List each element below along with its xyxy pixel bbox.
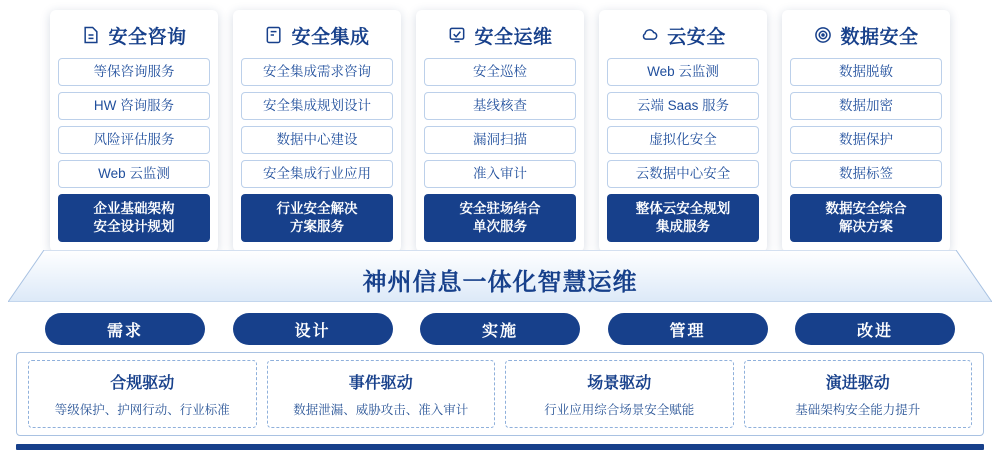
list-item[interactable]: 准入审计 bbox=[424, 160, 576, 188]
column-footer-line1: 企业基础架构 bbox=[93, 201, 175, 216]
driver-scenario bbox=[505, 360, 734, 428]
driver-title: 合规驱动 bbox=[110, 375, 175, 392]
driver-subtitle: 数据泄漏、威胁攻击、准入审计 bbox=[293, 403, 469, 417]
list-item[interactable]: 数据脱敏 bbox=[790, 58, 942, 86]
list-item[interactable]: 安全集成规划设计 bbox=[241, 92, 393, 120]
list-item[interactable]: 云端 Saas 服务 bbox=[607, 92, 759, 120]
driver-title: 场景驱动 bbox=[587, 375, 652, 392]
column-header bbox=[58, 18, 210, 52]
column-title: 数据安全 bbox=[840, 26, 919, 48]
column-header bbox=[241, 18, 393, 52]
driver-subtitle: 行业应用综合场景安全赋能 bbox=[544, 403, 695, 417]
column-footer bbox=[607, 194, 759, 242]
banner-label: 神州信息一体化智慧运维 bbox=[362, 269, 638, 296]
list-item[interactable]: 安全集成行业应用 bbox=[241, 160, 393, 188]
driver-title: 事件驱动 bbox=[348, 375, 413, 392]
column-title: 安全咨询 bbox=[108, 26, 187, 48]
list-item[interactable]: 风险评估服务 bbox=[58, 126, 210, 154]
list-item[interactable]: 云数据中心安全 bbox=[607, 160, 759, 188]
phase-requirement[interactable]: 需求 bbox=[45, 313, 205, 345]
column-footer bbox=[241, 194, 393, 242]
column-footer-line2: 集成服务 bbox=[656, 219, 710, 234]
column-footer-line1: 安全驻场结合 bbox=[459, 201, 541, 216]
phase-row bbox=[45, 313, 955, 345]
list-item[interactable]: 数据中心建设 bbox=[241, 126, 393, 154]
column-title: 安全运维 bbox=[474, 26, 553, 48]
phase-implementation[interactable]: 实施 bbox=[420, 313, 580, 345]
list-item[interactable]: 虚拟化安全 bbox=[607, 126, 759, 154]
list-item[interactable]: 数据保护 bbox=[790, 126, 942, 154]
driver-evolution bbox=[744, 360, 973, 428]
ops-monitor-icon bbox=[447, 25, 467, 45]
column-footer bbox=[424, 194, 576, 242]
column-security-integration bbox=[233, 10, 401, 252]
platform-banner bbox=[8, 250, 992, 302]
cloud-icon bbox=[640, 25, 660, 45]
column-data-security bbox=[782, 10, 950, 252]
column-footer bbox=[790, 194, 942, 242]
list-item[interactable]: 等保咨询服务 bbox=[58, 58, 210, 86]
column-footer-line1: 数据安全综合 bbox=[825, 201, 907, 216]
list-item[interactable]: 安全集成需求咨询 bbox=[241, 58, 393, 86]
base-bar bbox=[16, 444, 984, 450]
driver-incident bbox=[267, 360, 496, 428]
list-item[interactable]: 数据加密 bbox=[790, 92, 942, 120]
driver-subtitle: 基础架构安全能力提升 bbox=[795, 403, 921, 417]
column-title: 安全集成 bbox=[291, 26, 370, 48]
list-item[interactable]: 漏洞扫描 bbox=[424, 126, 576, 154]
drivers-container bbox=[16, 352, 984, 436]
phase-design[interactable]: 设计 bbox=[233, 313, 393, 345]
column-security-consulting bbox=[50, 10, 218, 252]
list-item[interactable]: Web 云监测 bbox=[58, 160, 210, 188]
column-header bbox=[790, 18, 942, 52]
list-item[interactable]: HW 咨询服务 bbox=[58, 92, 210, 120]
phase-management[interactable]: 管理 bbox=[608, 313, 768, 345]
list-item[interactable]: 安全巡检 bbox=[424, 58, 576, 86]
column-footer-line2: 单次服务 bbox=[473, 219, 527, 234]
column-header bbox=[424, 18, 576, 52]
column-cloud-security bbox=[599, 10, 767, 252]
integration-icon bbox=[264, 25, 284, 45]
column-footer-line1: 整体云安全规划 bbox=[635, 201, 731, 216]
column-footer-line2: 安全设计规划 bbox=[93, 219, 175, 234]
column-header bbox=[607, 18, 759, 52]
list-item[interactable]: 数据标签 bbox=[790, 160, 942, 188]
column-security-operations bbox=[416, 10, 584, 252]
fingerprint-data-icon bbox=[813, 25, 833, 45]
column-footer-line1: 行业安全解决 bbox=[276, 201, 358, 216]
column-footer bbox=[58, 194, 210, 242]
column-title: 云安全 bbox=[667, 26, 726, 48]
shield-doc-icon bbox=[81, 25, 101, 45]
driver-title: 演进驱动 bbox=[825, 375, 890, 392]
list-item[interactable]: Web 云监测 bbox=[607, 58, 759, 86]
list-item[interactable]: 基线核查 bbox=[424, 92, 576, 120]
driver-subtitle: 等级保护、护网行动、行业标准 bbox=[54, 403, 230, 417]
service-columns bbox=[50, 10, 950, 252]
column-footer-line2: 方案服务 bbox=[290, 219, 344, 234]
driver-compliance bbox=[28, 360, 257, 428]
phase-improvement[interactable]: 改进 bbox=[795, 313, 955, 345]
column-footer-line2: 解决方案 bbox=[839, 219, 893, 234]
